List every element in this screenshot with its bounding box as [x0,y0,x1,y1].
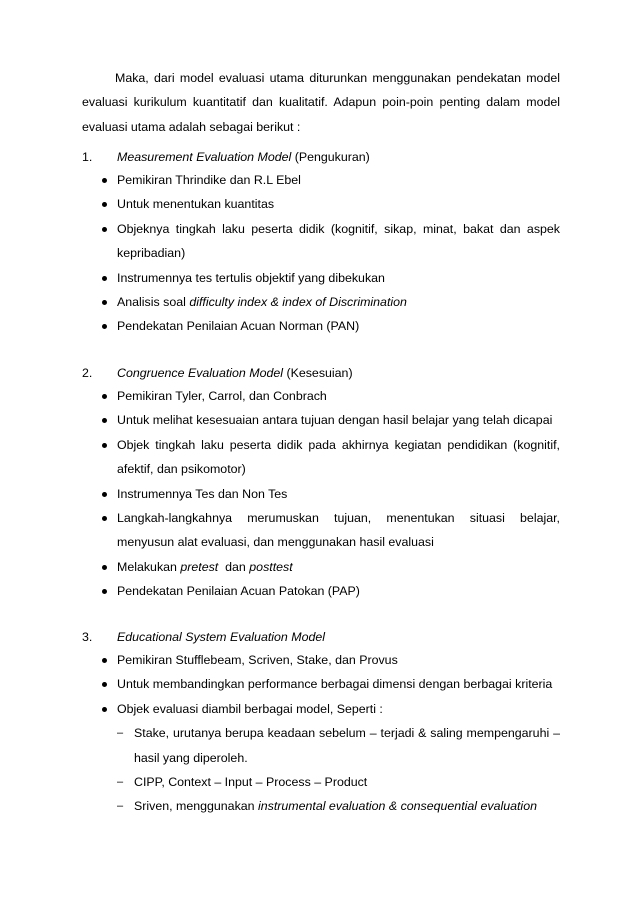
section-title-suffix: (Pengukuran) [291,150,370,164]
sub-list-models [117,721,560,819]
bullet-list-educational-system [100,648,560,819]
list-item: Pemikiran Stufflebeam, Scriven, Stake, dan Provus [117,653,398,667]
section-title-italic: Educational System Evaluation Model [117,630,326,644]
section-title-suffix: (Kesesuian) [283,366,353,380]
list-item: Pendekatan Penilaian Acuan Norman (PAN) [117,319,360,334]
list-item: Analisis soal difficulty index & index of Discrimination [117,295,407,310]
list-item: Untuk membandingkan performance berbagai dimensi dengan berbagai kriteria [117,677,553,692]
list-item: Objeknya tingkah laku peserta didik (kognitif, sikap, minat, bakat dan aspek kepribadian) [117,221,560,261]
list-item: Untuk menentukan kuantitas [117,197,275,212]
list-item: Pemikiran Tyler, Carrol, dan Conbrach [117,389,327,403]
section-heading-educational-system [82,626,325,648]
list-item: Instrumennya Tes dan Non Tes [117,486,288,501]
section-title-italic: Congruence Evaluation Model [117,366,284,380]
section-heading-measurement [82,146,370,168]
section-number: 2. [82,366,93,380]
intro-paragraph: Maka, dari model evaluasi utama diturunkan menggunakan pendekatan model evaluasi kurikulum kuantitatif dan kualitatif. Adapun poin-poin penting dalam model evaluasi utama adalah sebagai berikut : [82,71,560,134]
list-item: Instrumennya tes tertulis objektif yang dibekukan [117,270,385,285]
dash-icon: – [117,727,124,740]
list-item: Objek tingkah laku peserta didik pada akhirnya kegiatan pendidikan (kognitif, afektif, dan psikomotor) [117,437,560,477]
bullet-list-measurement [100,168,560,339]
bullet-list-congruence [100,384,560,604]
section-title-italic: Measurement Evaluation Model [117,150,292,164]
list-item: Langkah-langkahnya merumuskan tujuan, menentukan situasi belajar, menyusun alat evaluasi, dan menggunakan hasil evaluasi [117,511,560,550]
list-item: Melakukan pretest dan posttest [117,559,293,574]
sub-list-item: – CIPP, Context – Input – Process – Product [117,770,560,794]
dash-icon: – [117,776,124,789]
dash-icon: – [117,800,124,813]
list-item: Pemikiran Thrindike dan R.L Ebel [117,173,301,187]
list-item: Untuk melihat kesesuaian antara tujuan dengan hasil belajar yang telah dicapai [117,413,553,428]
list-item: Pendekatan Penilaian Acuan Patokan (PAP) [117,584,360,599]
section-number: 3. [82,630,93,644]
list-item: Objek evaluasi diambil berbagai model, Seperti : – Stake, urutanya berupa keadaan sebelum – terjadi & saling mempengaruhi – hasil yang diperoleh. – CIPP, Context – Input – Process – Product – Sriven, menggunakan instrumental evaluation & consequential evaluation [100,697,560,819]
sub-list-item: – Stake, urutanya berupa keadaan sebelum – terjadi & saling mempengaruhi – hasil yang diperoleh. [117,721,560,770]
section-heading-congruence [82,362,353,384]
sub-list-item: – Sriven, menggunakan instrumental evaluation & consequential evaluation [117,794,560,818]
section-number: 1. [82,150,93,164]
